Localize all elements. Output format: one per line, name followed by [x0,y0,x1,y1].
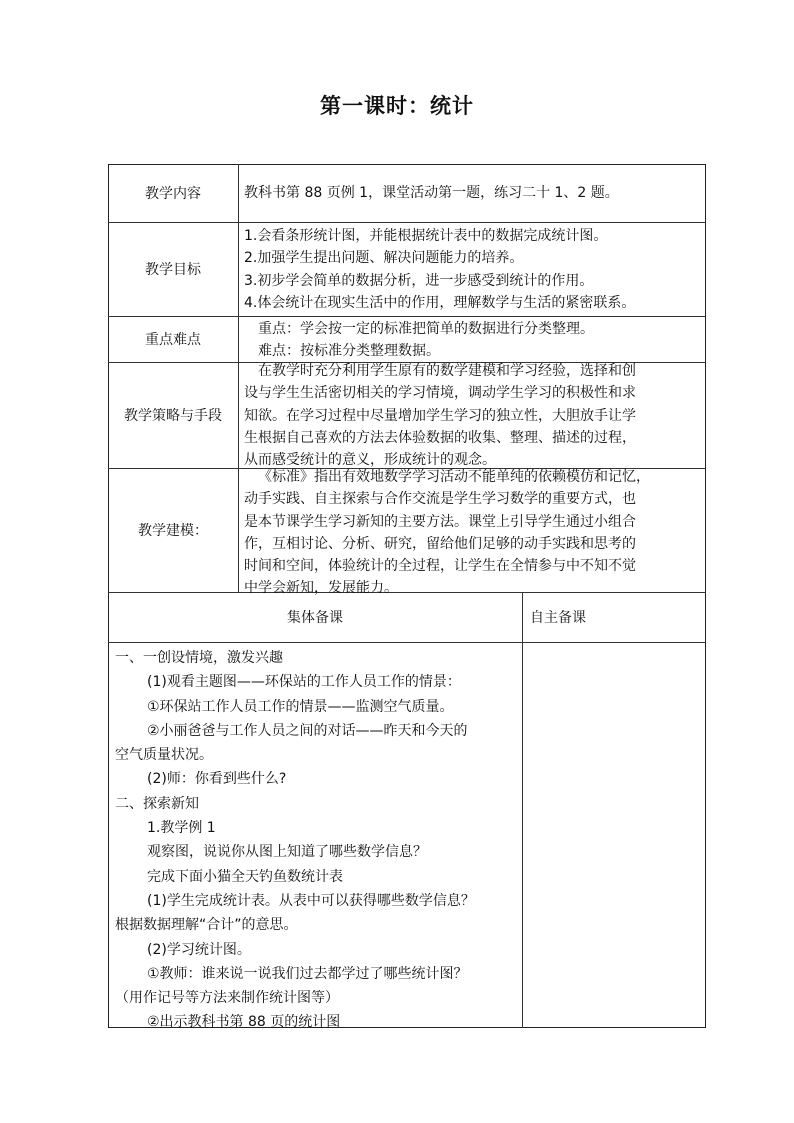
collective-prep-content [115,646,519,1035]
label-teaching-goals: 教学目标 [145,262,201,278]
content-teaching-goals [244,225,700,314]
text-line: (2)师：你看到些什么? [147,771,287,788]
text-line: 中学会新知，发展能力。 [244,580,398,597]
text-line: 动手实践、自主探索与合作交流是学生学习数学的重要方式，也 [244,491,636,508]
label-teaching-strategy: 教学策略与手段 [124,408,222,424]
content-teaching-strategy [244,360,700,471]
text-line: (1)学生完成统计表。从表中可以获得哪些数学信息？ [147,892,475,909]
text-line: ①环保站工作人员工作的情景——监测空气质量。 [147,698,454,715]
column-divider [522,592,523,1028]
text-line: 知欲。在学习过程中尽量增加学生学习的独立性，大胆放手让学 [244,407,636,424]
text-line: ②小丽爸爸与工作人员之间的对话——昨天和今天的 [147,722,468,739]
content-teaching-model [244,466,700,600]
text-line: 在教学时充分利用学生原有的数学建模和学习经验，选择和创 [258,363,636,379]
text-line: 完成下面小猫全天钓鱼数统计表 [147,868,343,885]
text-line: 观察图，说说你从图上知道了哪些数学信息？ [147,844,427,861]
text-line: (2)学习统计图。 [147,941,251,958]
text-line: 2.加强学生提出问题、解决问题能力的培养。 [244,250,524,267]
content-key-difficulties [244,318,700,363]
page-title: 第一课时：统计 [320,94,474,118]
text-line: 是本节课学生学习新知的主要方法。课堂上引导学生通过小组合 [244,513,636,530]
text-line: 作，互相讨论、分析、研究，留给他们足够的动手实践和思考的 [244,535,636,552]
header-self-prep: 自主备课 [530,610,586,626]
text-line: （用作记号等方法来制作统计图等） [115,990,339,1007]
text-line: 1.会看条形统计图，并能根据统计表中的数据完成统计图。 [244,228,608,244]
text-line: 3.初步学会简单的数据分析，进一步感受到统计的作用。 [244,272,594,289]
column-divider [238,164,239,592]
text-line: 根据数据理解“合计”的意思。 [115,917,298,934]
text-line: 重点：学会按一定的标准把简单的数据进行分类整理。 [258,321,594,337]
text-line: 二、探索新知 [115,795,199,812]
text-line: (1)观看主题图——环保站的工作人员工作的情景： [147,674,461,691]
row-divider [108,642,706,643]
text-line: 生根据自己喜欢的方法去体验数据的收集、整理、描述的过程， [244,429,636,446]
text-line: ②出示教科书第 88 页的统计图 [147,1014,341,1031]
text-line: 《标准》指出有效地数学学习活动不能单纯的依赖模仿和记忆， [258,469,650,485]
header-collective-prep: 集体备课 [287,610,343,626]
text-line: 从而感受统计的意义，形成统计的观念。 [244,452,496,469]
content-teaching-content [244,182,700,204]
text-line: 设与学生生活密切相关的学习情境，调动学生学习的积极性和求 [244,385,636,402]
text-line: 1.教学例 1 [147,820,216,837]
text-line: 空气质量状况。 [115,747,213,764]
text-line: 教科书第 88 页例 1，课堂活动第一题，练习二十 1、2 题。 [244,185,619,201]
label-key-difficulties: 重点难点 [145,332,201,348]
text-line: ①教师：谁来说一说我们过去都学过了哪些统计图？ [147,965,468,982]
text-line: 难点：按标准分类整理数据。 [258,343,440,360]
text-line: 时间和空间，体验统计的全过程，让学生在全情参与中不知不觉 [244,558,636,575]
label-teaching-model: 教学建模： [138,523,208,539]
label-teaching-content: 教学内容 [145,186,201,202]
text-line: 4.体会统计在现实生活中的作用，理解数学与生活的紧密联系。 [244,294,636,311]
text-line: 一、一创设情境，激发兴趣 [115,650,283,666]
